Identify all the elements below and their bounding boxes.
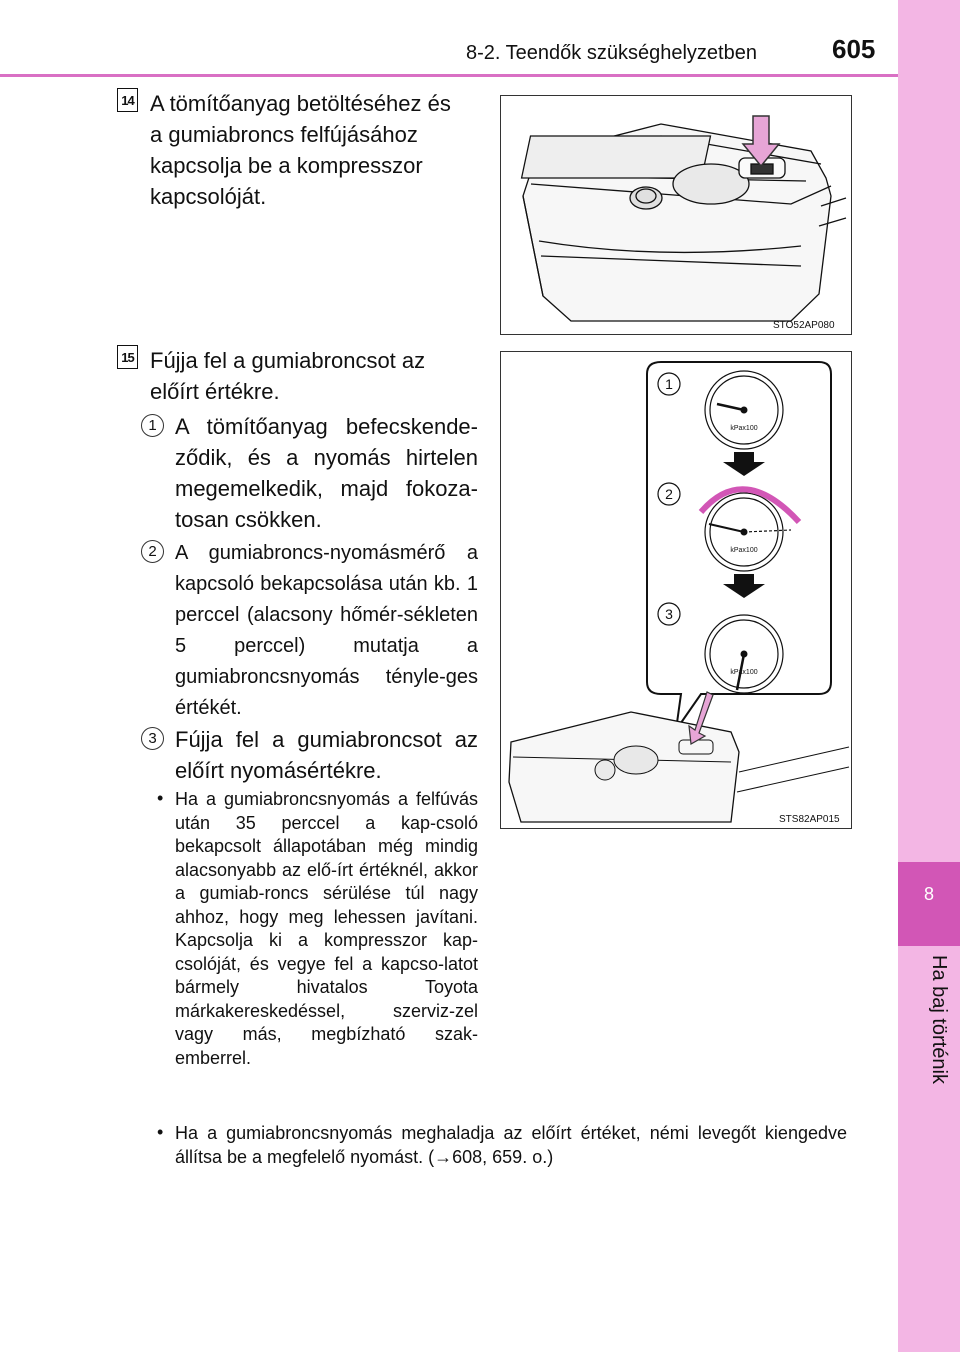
side-tab xyxy=(898,0,960,1352)
bullet-icon: • xyxy=(157,1122,164,1142)
gauge-callout-label: 3 xyxy=(665,606,673,622)
gauge-figure xyxy=(500,351,852,829)
gauge-callout-label: 1 xyxy=(665,376,673,392)
step-15-marker: 15 xyxy=(117,345,138,369)
step-14-line: kapcsolóját. xyxy=(150,184,267,209)
compressor-figure xyxy=(500,95,852,335)
bullet-icon: • xyxy=(157,788,164,808)
gauge-unit-label: kPax100 xyxy=(730,547,758,554)
section-title: 8-2. Teendők szükséghelyzetben xyxy=(466,42,757,64)
item-3-text: Fújja fel a gumiabroncsot az előírt nyomásértékre. xyxy=(175,727,478,783)
chapter-title: Ha baj történik xyxy=(928,955,950,1084)
gauge-unit-label: kPax100 xyxy=(730,425,758,432)
step-14-line: A tömítőanyag betöltéséhez és xyxy=(150,91,451,116)
step-14-marker: 14 xyxy=(117,88,138,112)
compressor-illustration xyxy=(501,96,851,334)
item-1-text: A tömítőanyag befecskende-ződik, és a nyomás hirtelen megemelkedik, majd fokoza-tosan csökken. xyxy=(175,414,478,532)
gauge-callout-label: 2 xyxy=(665,486,673,502)
step-14-line: kapcsolja be a kompresszor xyxy=(150,153,423,178)
bullet-2-text: Ha a gumiabroncsnyomás meghaladja az előírt értéket, némi levegőt kiengedve állítsa be a megfelelő nyomást. (→608, 659. o.) xyxy=(175,1123,847,1167)
step-15-line: előírt értékre. xyxy=(150,379,280,404)
step-15-line: Fújja fel a gumiabroncsot az xyxy=(150,348,426,373)
page-number: 605 xyxy=(832,34,876,64)
gauge-illustration xyxy=(501,352,851,828)
step-15-text xyxy=(150,345,425,407)
header-rule xyxy=(0,74,898,77)
bullet-1-text: Ha a gumiabroncsnyomás a felfúvás után 35 perccel a kap-csoló bekapcsolt állapotában még mindig alacsonyabb az elő-írt értéknél, akkor a gumiab-roncs sérülése túl nagy ahhoz, hogy meg lehessen javítani. Kapcsolja ki a kompresszor kap-csolóját, és vegye fel a kapcso-latot bármely hivatalos Toyota márkakereskedéssel, szerviz-zel vagy más, megbízható szak-emberrel. xyxy=(175,789,478,1068)
step-14-text xyxy=(150,88,451,212)
figure-code: STO52AP080 xyxy=(773,320,835,331)
figure-code: STS82AP015 xyxy=(779,814,840,825)
item-2-text: A gumiabroncs-nyomásmérő a kapcsoló bekapcsolása után kb. 1 perccel (alacsony hőmér-sékleten 5 perccel) mutatja a gumiabroncsnyomás tényle-ges értékét. xyxy=(175,542,478,719)
item-1-marker: 1 xyxy=(141,414,164,437)
item-3-marker: 3 xyxy=(141,727,164,750)
chapter-number: 8 xyxy=(923,884,934,904)
item-2-marker: 2 xyxy=(141,540,164,563)
gauge-unit-label: kPax100 xyxy=(730,669,758,676)
step-14-line: a gumiabroncs felfújásához xyxy=(150,122,418,147)
